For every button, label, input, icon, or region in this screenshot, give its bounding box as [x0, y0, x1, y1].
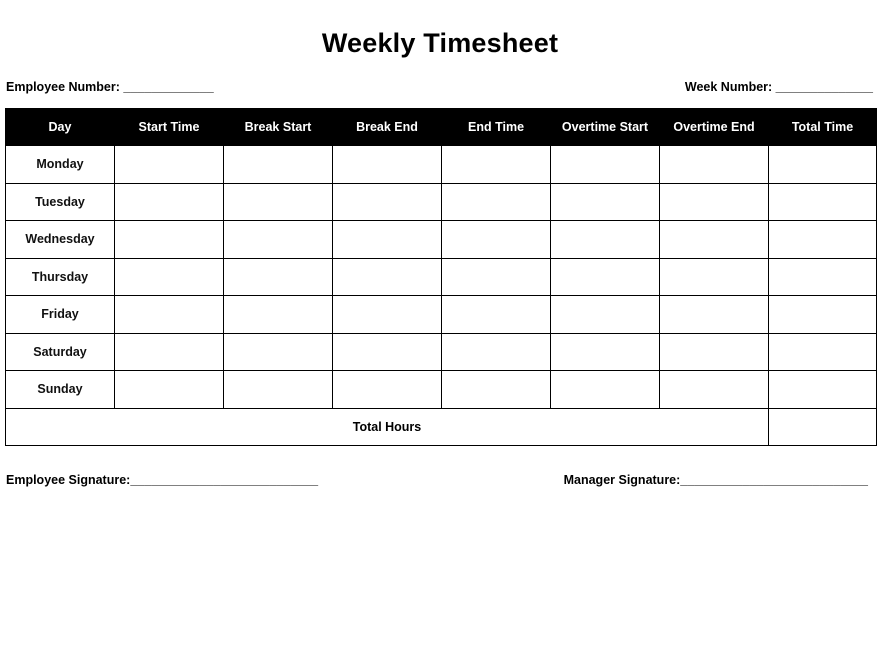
table-row: [6, 221, 877, 259]
column-header-overtime-end: Overtime End: [660, 109, 769, 146]
column-header-end-time: End Time: [442, 109, 551, 146]
end-time-cell[interactable]: [442, 183, 551, 221]
day-label: Wednesday: [6, 221, 115, 259]
total-hours-label: Total Hours: [6, 408, 769, 445]
day-label: Thursday: [6, 258, 115, 296]
column-header-start-time: Start Time: [115, 109, 224, 146]
total-time-cell[interactable]: [769, 183, 877, 221]
column-header-total-time: Total Time: [769, 109, 877, 146]
timesheet-body: [6, 146, 877, 409]
day-label: Saturday: [6, 333, 115, 371]
page-title: Weekly Timesheet: [321, 28, 559, 58]
break-end-cell[interactable]: [333, 221, 442, 259]
timesheet-table: [5, 108, 877, 446]
start-time-cell[interactable]: [115, 183, 224, 221]
start-time-cell[interactable]: [115, 146, 224, 184]
break-start-cell[interactable]: [224, 221, 333, 259]
break-start-cell[interactable]: [224, 183, 333, 221]
table-row: [6, 258, 877, 296]
end-time-cell[interactable]: [442, 146, 551, 184]
break-end-cell[interactable]: [333, 258, 442, 296]
column-header-day: Day: [6, 109, 115, 146]
table-row: [6, 183, 877, 221]
table-row: [6, 146, 877, 184]
overtime-end-cell[interactable]: [660, 221, 769, 259]
overtime-start-cell[interactable]: [551, 221, 660, 259]
break-end-cell[interactable]: [333, 333, 442, 371]
overtime-start-cell[interactable]: [551, 258, 660, 296]
day-label: Sunday: [6, 371, 115, 409]
end-time-cell[interactable]: [442, 371, 551, 409]
break-start-cell[interactable]: [224, 371, 333, 409]
day-label: Monday: [6, 146, 115, 184]
overtime-end-cell[interactable]: [660, 296, 769, 334]
break-end-cell[interactable]: [333, 183, 442, 221]
break-end-cell[interactable]: [333, 296, 442, 334]
end-time-cell[interactable]: [442, 296, 551, 334]
overtime-end-cell[interactable]: [660, 371, 769, 409]
total-time-cell[interactable]: [769, 146, 877, 184]
manager-signature-field[interactable]: Manager Signature:___________________________: [563, 473, 868, 487]
break-start-cell[interactable]: [224, 296, 333, 334]
table-row: [6, 371, 877, 409]
overtime-end-cell[interactable]: [660, 333, 769, 371]
start-time-cell[interactable]: [115, 221, 224, 259]
start-time-cell[interactable]: [115, 333, 224, 371]
total-time-cell[interactable]: [769, 371, 877, 409]
overtime-end-cell[interactable]: [660, 258, 769, 296]
table-row: [6, 333, 877, 371]
total-time-cell[interactable]: [769, 333, 877, 371]
employee-number-field[interactable]: Employee Number: _____________: [6, 80, 214, 94]
overtime-end-cell[interactable]: [660, 183, 769, 221]
week-number-field[interactable]: Week Number: ______________: [684, 80, 873, 94]
total-time-cell[interactable]: [769, 221, 877, 259]
end-time-cell[interactable]: [442, 333, 551, 371]
overtime-start-cell[interactable]: [551, 371, 660, 409]
timesheet-footer: [6, 408, 877, 445]
break-start-cell[interactable]: [224, 333, 333, 371]
overtime-start-cell[interactable]: [551, 333, 660, 371]
total-hours-value[interactable]: [769, 408, 877, 445]
day-label: Tuesday: [6, 183, 115, 221]
break-start-cell[interactable]: [224, 146, 333, 184]
total-time-cell[interactable]: [769, 258, 877, 296]
overtime-end-cell[interactable]: [660, 146, 769, 184]
column-header-break-end: Break End: [333, 109, 442, 146]
start-time-cell[interactable]: [115, 258, 224, 296]
break-end-cell[interactable]: [333, 371, 442, 409]
employee-signature-field[interactable]: Employee Signature:___________________________: [6, 473, 319, 487]
start-time-cell[interactable]: [115, 371, 224, 409]
overtime-start-cell[interactable]: [551, 146, 660, 184]
total-time-cell[interactable]: [769, 296, 877, 334]
overtime-start-cell[interactable]: [551, 183, 660, 221]
column-header-break-start: Break Start: [224, 109, 333, 146]
timesheet-header: [6, 109, 877, 146]
table-row: [6, 296, 877, 334]
day-label: Friday: [6, 296, 115, 334]
end-time-cell[interactable]: [442, 258, 551, 296]
break-start-cell[interactable]: [224, 258, 333, 296]
start-time-cell[interactable]: [115, 296, 224, 334]
column-header-overtime-start: Overtime Start: [551, 109, 660, 146]
end-time-cell[interactable]: [442, 221, 551, 259]
break-end-cell[interactable]: [333, 146, 442, 184]
total-hours-row: [6, 408, 877, 445]
overtime-start-cell[interactable]: [551, 296, 660, 334]
header-row: [6, 109, 877, 146]
